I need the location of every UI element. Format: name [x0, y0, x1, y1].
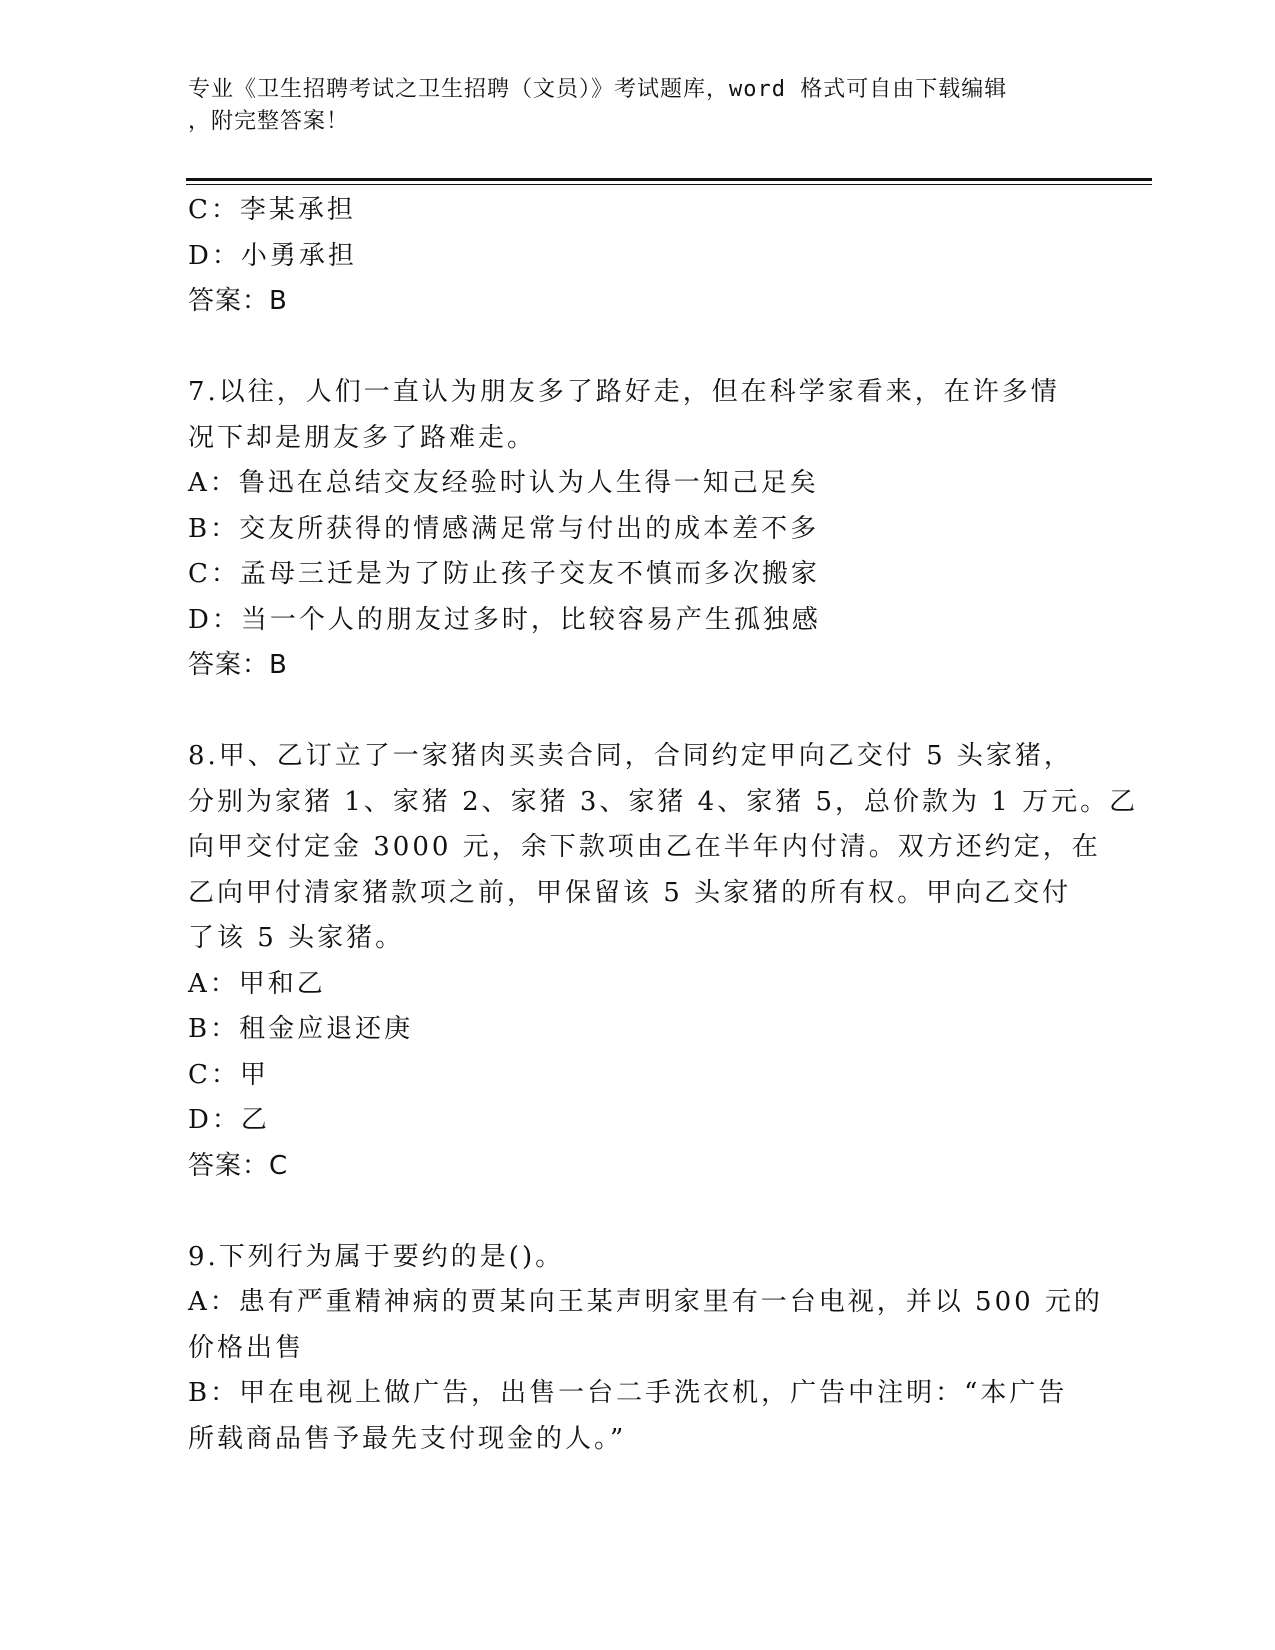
q8-option-a: A：甲和乙	[188, 968, 326, 999]
q8-stem-line-5: 了该 5 头家猪。	[188, 923, 405, 953]
q7-option-b: B：交友所获得的情感满足常与付出的成本差不多	[188, 513, 820, 544]
header-line-1: 专业《卫生招聘考试之卫生招聘（文员）》考试题库，word 格式可自由下载编辑	[188, 77, 1008, 102]
q7-stem-line-1: 7.以往，人们一直认为朋友多了路好走，但在科学家看来，在许多情	[188, 377, 1060, 407]
q6-option-c: C：李某承担	[188, 195, 356, 225]
q8-stem-line-1: 8.甲、乙订立了一家猪肉买卖合同，合同约定甲向乙交付 5 头家猪，	[188, 741, 1073, 771]
q7-answer: 答案：B	[188, 650, 288, 680]
q8-option-b: B：租金应退还庚	[188, 1014, 414, 1044]
q9-option-a-line-2: 价格出售	[188, 1332, 305, 1363]
q9-option-b-line-2: 所载商品售予最先支付现金的人。”	[188, 1423, 627, 1454]
q8-option-c: C：甲	[188, 1059, 269, 1090]
q7-stem-line-2: 况下却是朋友多了路难走。	[188, 422, 537, 453]
question-6	[188, 188, 1088, 325]
spacer	[188, 1189, 1088, 1235]
q8-stem-line-3: 向甲交付定金 3000 元，余下款项由乙在半年内付清。双方还约定，在	[188, 832, 1101, 862]
spacer	[188, 325, 1088, 371]
question-7	[188, 370, 1088, 689]
document-header	[188, 74, 1088, 138]
q8-stem-line-4: 乙向甲付清家猪款项之前，甲保留该 5 头家猪的所有权。甲向乙交付	[188, 877, 1072, 908]
q8-answer: 答案：C	[188, 1150, 289, 1181]
q7-option-a: A：鲁迅在总结交友经验时认为人生得一知己足矣	[188, 468, 819, 498]
q6-answer: 答案：B	[188, 286, 288, 316]
q8-stem-line-2: 分别为家猪 1、家猪 2、家猪 3、家猪 4、家猪 5，总价款为 1 万元。乙	[188, 786, 1139, 817]
q8-option-d: D：乙	[188, 1105, 270, 1135]
q7-option-c: C：孟母三迁是为了防止孩子交友不慎而多次搬家	[188, 559, 820, 589]
header-rule-thick	[186, 178, 1152, 181]
q7-option-d: D：当一个人的朋友过多时，比较容易产生孤独感	[188, 604, 821, 635]
spacer	[188, 689, 1088, 735]
q9-stem-line-1: 9.下列行为属于要约的是()。	[188, 1241, 565, 1272]
question-9	[188, 1235, 1103, 1463]
q9-option-b-line-1: B：甲在电视上做广告，出售一台二手洗衣机，广告中注明：“本广告	[188, 1378, 1068, 1408]
header-line-2: ，附完整答案！	[188, 109, 350, 134]
q9-option-a-line-1: A：患有严重精神病的贾某向王某声明家里有一台电视，并以 500 元的	[188, 1287, 1103, 1317]
q6-option-d: D：小勇承担	[188, 240, 357, 271]
header-rule-thin	[186, 184, 1152, 185]
question-8	[188, 734, 1139, 1189]
document-body	[188, 188, 1139, 1462]
